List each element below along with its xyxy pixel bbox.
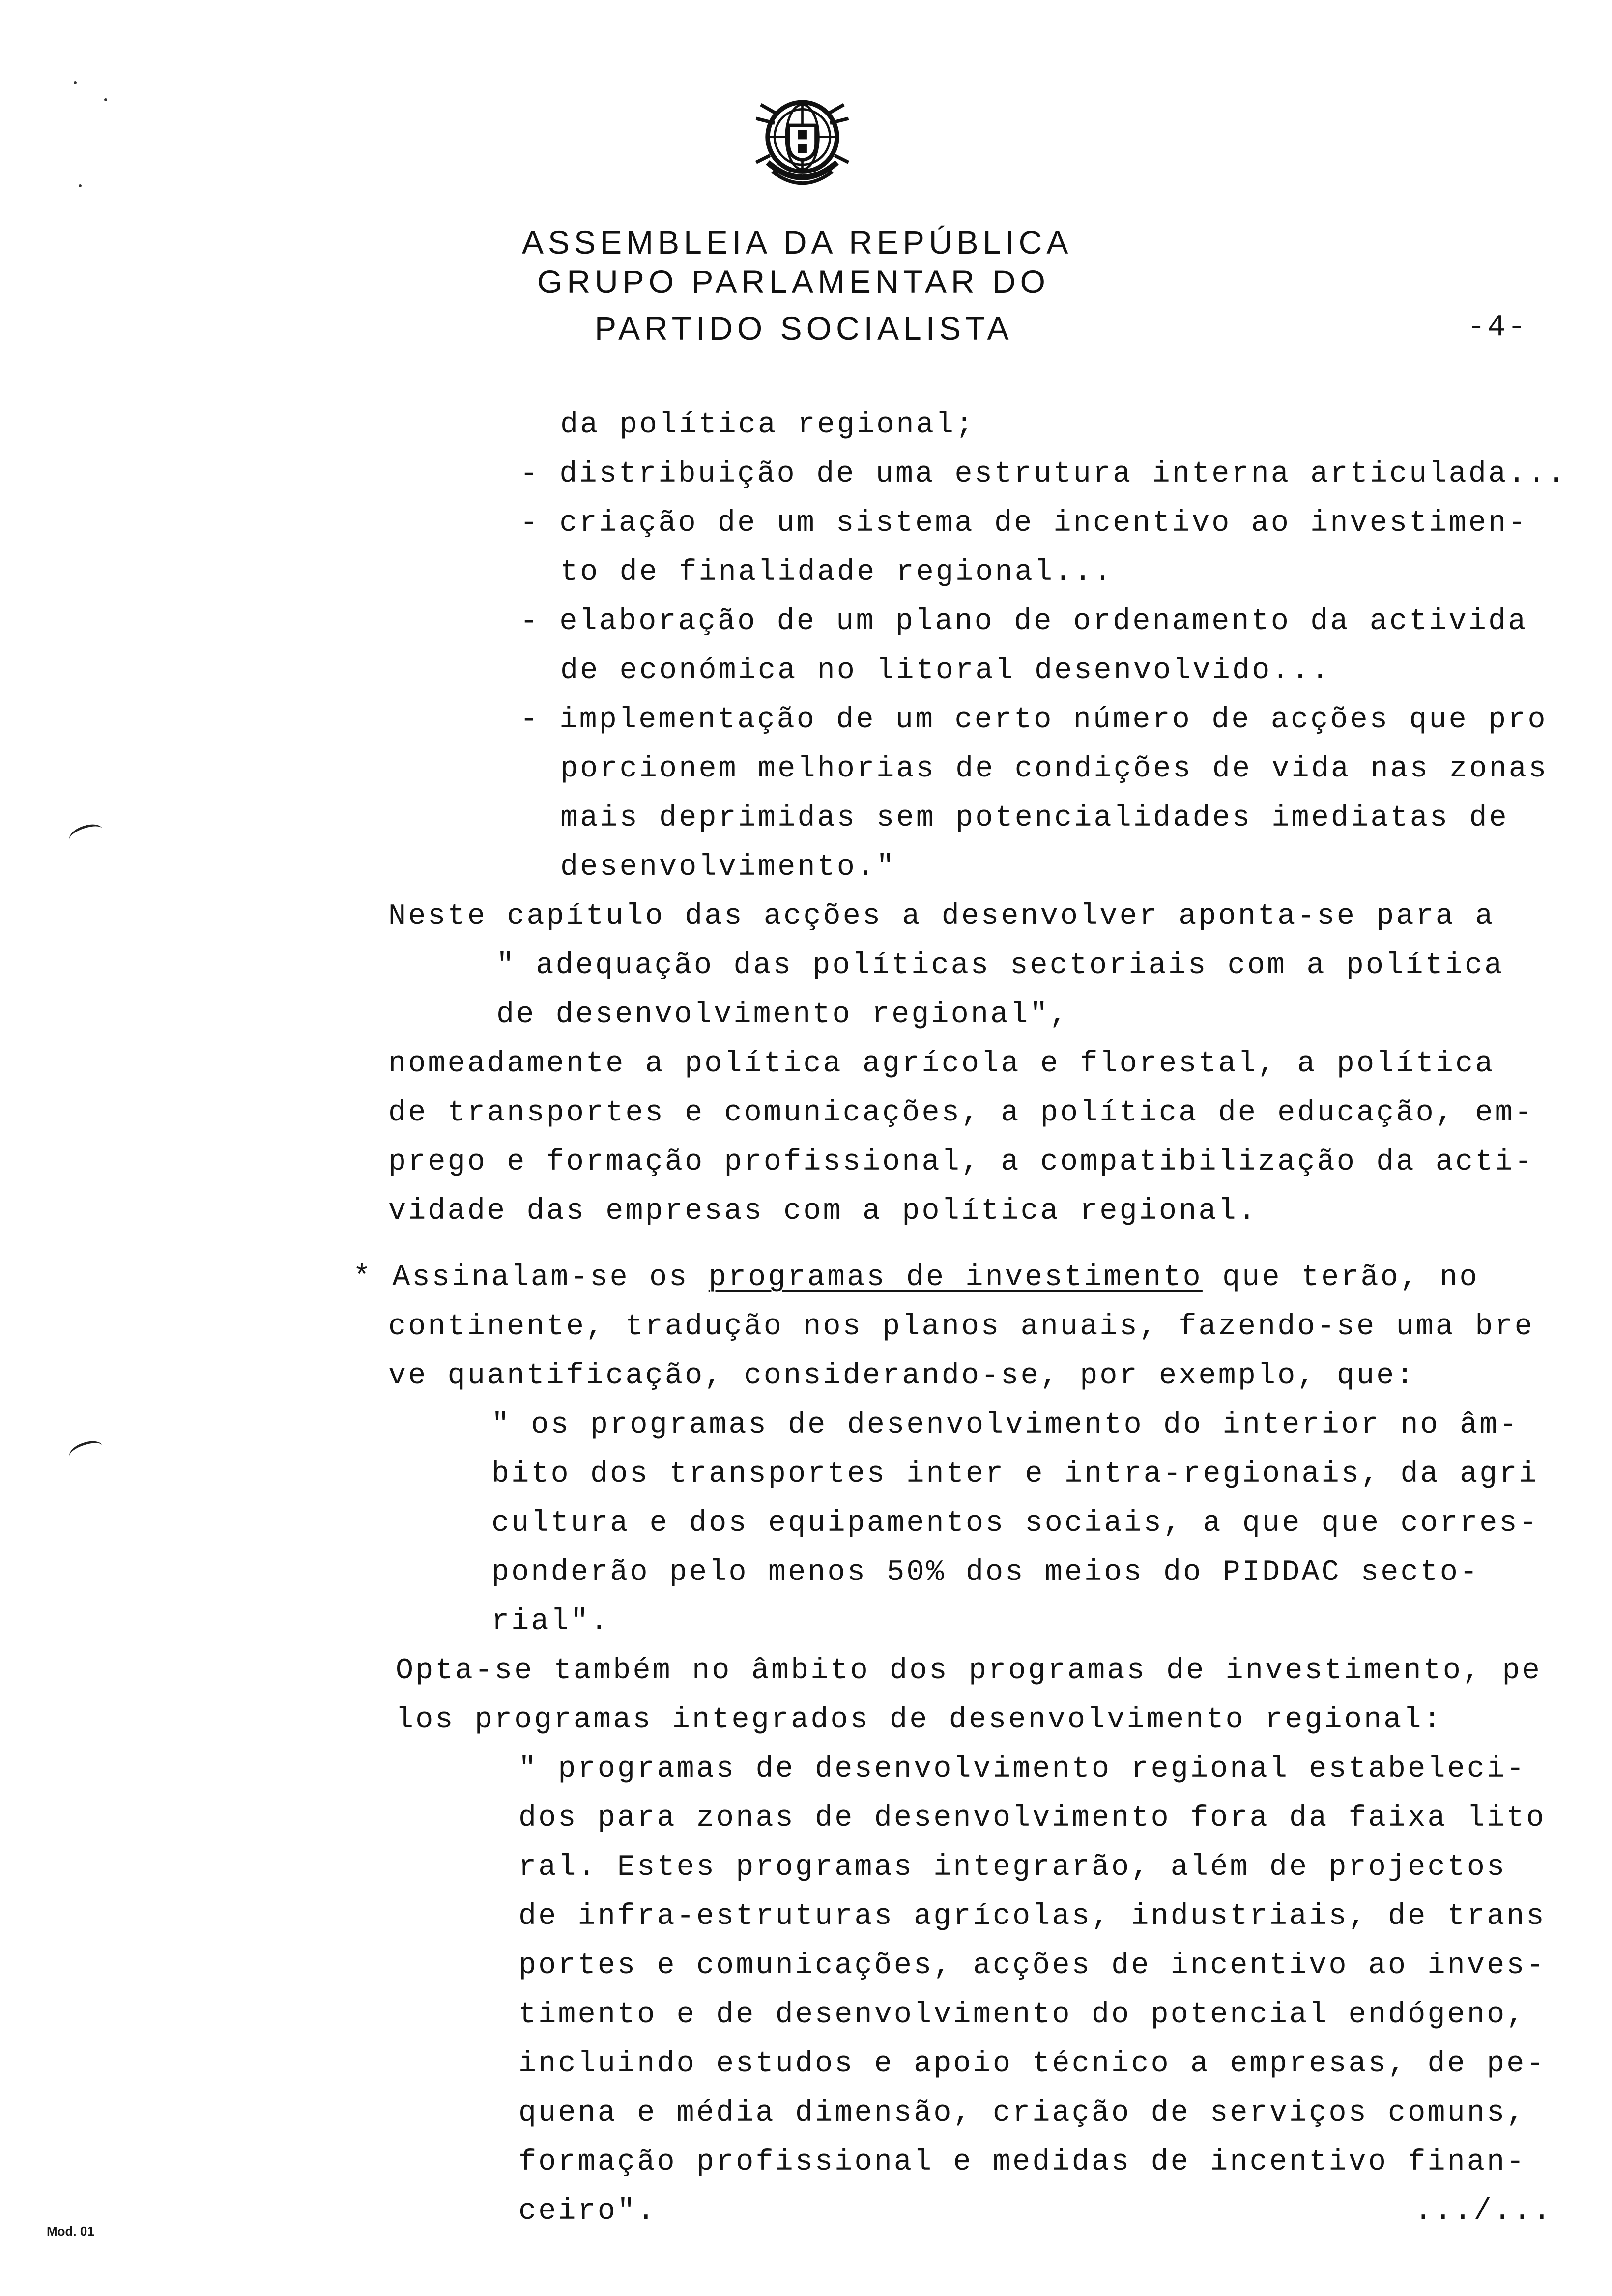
punch-hole-mark xyxy=(67,821,105,848)
text-line: ponderão pelo menos 50% dos meios do PIDDAC secto- xyxy=(491,1556,1480,1589)
underlined-phrase: programas de investimento xyxy=(708,1261,1203,1294)
text-line: mais deprimidas sem potencialidades imediatas de xyxy=(560,802,1509,835)
text-line: rial". xyxy=(491,1605,610,1638)
text-line: ve quantificação, considerando-se, por exemplo, que: xyxy=(388,1359,1416,1393)
text-line: de infra-estruturas agrícolas, industriais, de trans xyxy=(518,1900,1546,1933)
text-line: to de finalidade regional... xyxy=(560,556,1114,589)
punch-hole-mark xyxy=(67,1437,105,1464)
text-line: Neste capítulo das acções a desenvolver aponta-se para a xyxy=(388,900,1495,933)
text-line: " programas de desenvolvimento regional estabeleci- xyxy=(518,1752,1526,1786)
scan-speck xyxy=(104,98,107,101)
text-line: - criação de um sistema de incentivo ao investimen- xyxy=(520,507,1528,540)
header-line-1: ASSEMBLEIA DA REPÚBLICA xyxy=(522,224,1073,260)
scan-speck xyxy=(74,81,77,84)
text-line: Opta-se também no âmbito dos programas de investimento, pe xyxy=(396,1654,1542,1688)
text-line: ceiro". xyxy=(518,2195,657,2228)
text-line: incluindo estudos e apoio técnico a empresas, de pe- xyxy=(518,2047,1546,2081)
text-line: quena e média dimensão, criação de serviços comuns, xyxy=(518,2096,1526,2130)
text-line: - distribuição de uma estrutura interna articulada... xyxy=(520,458,1567,491)
text-line: de desenvolvimento regional", xyxy=(496,998,1069,1032)
text-line: portes e comunicações, acções de incentivo ao inves- xyxy=(518,1949,1546,1982)
header-line-2: GRUPO PARLAMENTAR DO xyxy=(537,263,1050,300)
text-line: da política regional; xyxy=(560,408,976,442)
scan-speck xyxy=(79,184,82,187)
text-line: de transportes e comunicações, a política de educação, em- xyxy=(388,1096,1534,1130)
text-line: bito dos transportes inter e intra-regionais, da agri xyxy=(491,1458,1539,1491)
page-number: -4- xyxy=(1467,310,1528,344)
text-line: cultura e dos equipamentos sociais, a que que corres- xyxy=(491,1507,1539,1540)
text-line: desenvolvimento." xyxy=(560,851,896,884)
text-line: ral. Estes programas integrarão, além de projectos xyxy=(518,1851,1507,1884)
text-line: de económica no litoral desenvolvido... xyxy=(560,654,1331,688)
text-line: vidade das empresas com a política regional. xyxy=(388,1195,1258,1228)
text-line: - elaboração de um plano de ordenamento da activida xyxy=(520,605,1528,638)
text-line: " os programas de desenvolvimento do interior no âm- xyxy=(491,1408,1519,1442)
text-line: - implementação de um certo número de acções que pro xyxy=(520,703,1548,737)
text-line: formação profissional e medidas de incentivo finan- xyxy=(518,2146,1526,2179)
coat-of-arms-seal-icon xyxy=(745,88,860,204)
header-line-3: PARTIDO SOCIALISTA xyxy=(595,310,1013,346)
text-line: prego e formação profissional, a compatibilização da acti- xyxy=(388,1146,1534,1179)
form-model-label: Mod. 01 xyxy=(47,2224,94,2239)
text-line: continente, tradução nos planos anuais, fazendo-se uma bre xyxy=(388,1310,1534,1344)
continuation-mark: .../... xyxy=(1414,2195,1553,2228)
text-line: nomeadamente a política agrícola e florestal, a política xyxy=(388,1047,1495,1081)
text-line: porcionem melhorias de condições de vida nas zonas xyxy=(560,752,1549,786)
text-line-with-underline: * Assinalam-se os programas de investimento que terão, no xyxy=(353,1261,1479,1294)
text-line: los programas integrados de desenvolvimento regional: xyxy=(396,1703,1443,1737)
text-line: " adequação das políticas sectoriais com a política xyxy=(496,949,1504,982)
text-line: timento e de desenvolvimento do potencial endógeno, xyxy=(518,1998,1526,2032)
text-line: dos para zonas de desenvolvimento fora da faixa lito xyxy=(518,1802,1546,1835)
